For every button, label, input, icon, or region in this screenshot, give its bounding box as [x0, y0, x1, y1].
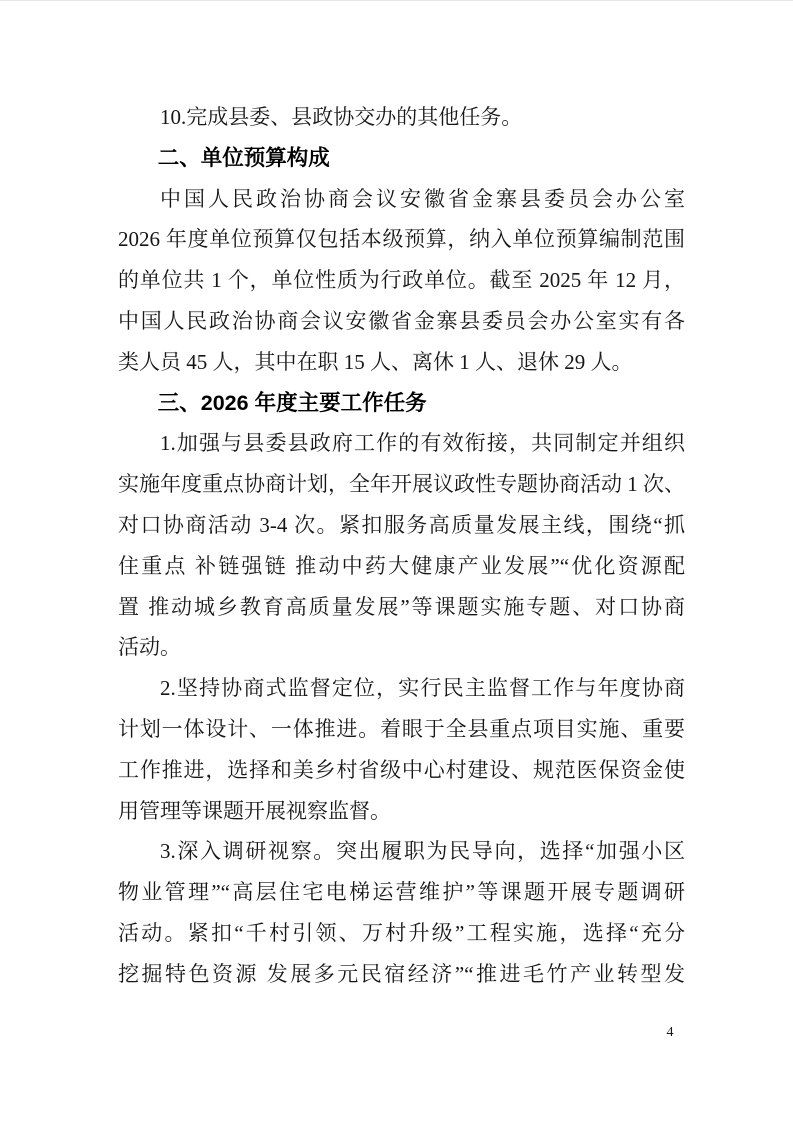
text-line: 住重点 补链强链 推动中药大健康产业发展”“优化资源配	[118, 553, 685, 578]
text-line: 工作推进，选择和美乡村省级中心村建设、规范医保资金使	[118, 757, 685, 782]
document-content	[118, 97, 685, 995]
text-line: 10.完成县委、县政协交办的其他任务。	[160, 105, 523, 129]
page-number: 4	[666, 1025, 674, 1040]
text-line: 置 推动城乡教育高质量发展”等课题实施专题、对口协商	[118, 594, 685, 619]
text-line: 用管理等课题开展视察监督。	[118, 798, 391, 823]
text-line: 类人员 45 人，其中在职 15 人、离休 1 人、退休 29 人。	[118, 349, 633, 374]
text-line: 实施年度重点协商计划，全年开展议政性专题协商活动 1 次、	[118, 472, 685, 497]
text-line: 对口协商活动 3-4 次。紧扣服务高质量发展主线，围绕“抓	[118, 512, 685, 537]
text-line: 3.深入调研视察。突出履职为民导向，选择“加强小区	[160, 839, 685, 864]
text-line: 挖掘特色资源 发展多元民宿经济”“推进毛竹产业转型发	[118, 961, 685, 986]
text-line: 计划一体设计、一体推进。着眼于全县重点项目实施、重要	[118, 716, 685, 741]
text-line: 2.坚持协商式监督定位，实行民主监督工作与年度协商	[160, 676, 685, 701]
text-line: 2026 年度单位预算仅包括本级预算，纳入单位预算编制范围	[118, 227, 685, 252]
text-line: 物业管理”“高层住宅电梯运营维护”等课题开展专题调研	[118, 880, 685, 905]
text-line: 中国人民政治协商会议安徽省金寨县委员会办公室	[160, 186, 685, 211]
text-line: 活动。紧扣“千村引领、万村升级”工程实施，选择“充分	[118, 920, 685, 945]
text-line: 1.加强与县委县政府工作的有效衔接，共同制定并组织	[160, 431, 685, 456]
text-line: 活动。	[118, 635, 181, 660]
text-line: 中国人民政治协商会议安徽省金寨县委员会办公室实有各	[118, 308, 685, 333]
text-line: 的单位共 1 个，单位性质为行政单位。截至 2025 年 12 月，	[118, 268, 685, 293]
section-heading: 二、单位预算构成	[157, 145, 330, 170]
section-heading: 三、2026 年度主要工作任务	[157, 390, 427, 415]
